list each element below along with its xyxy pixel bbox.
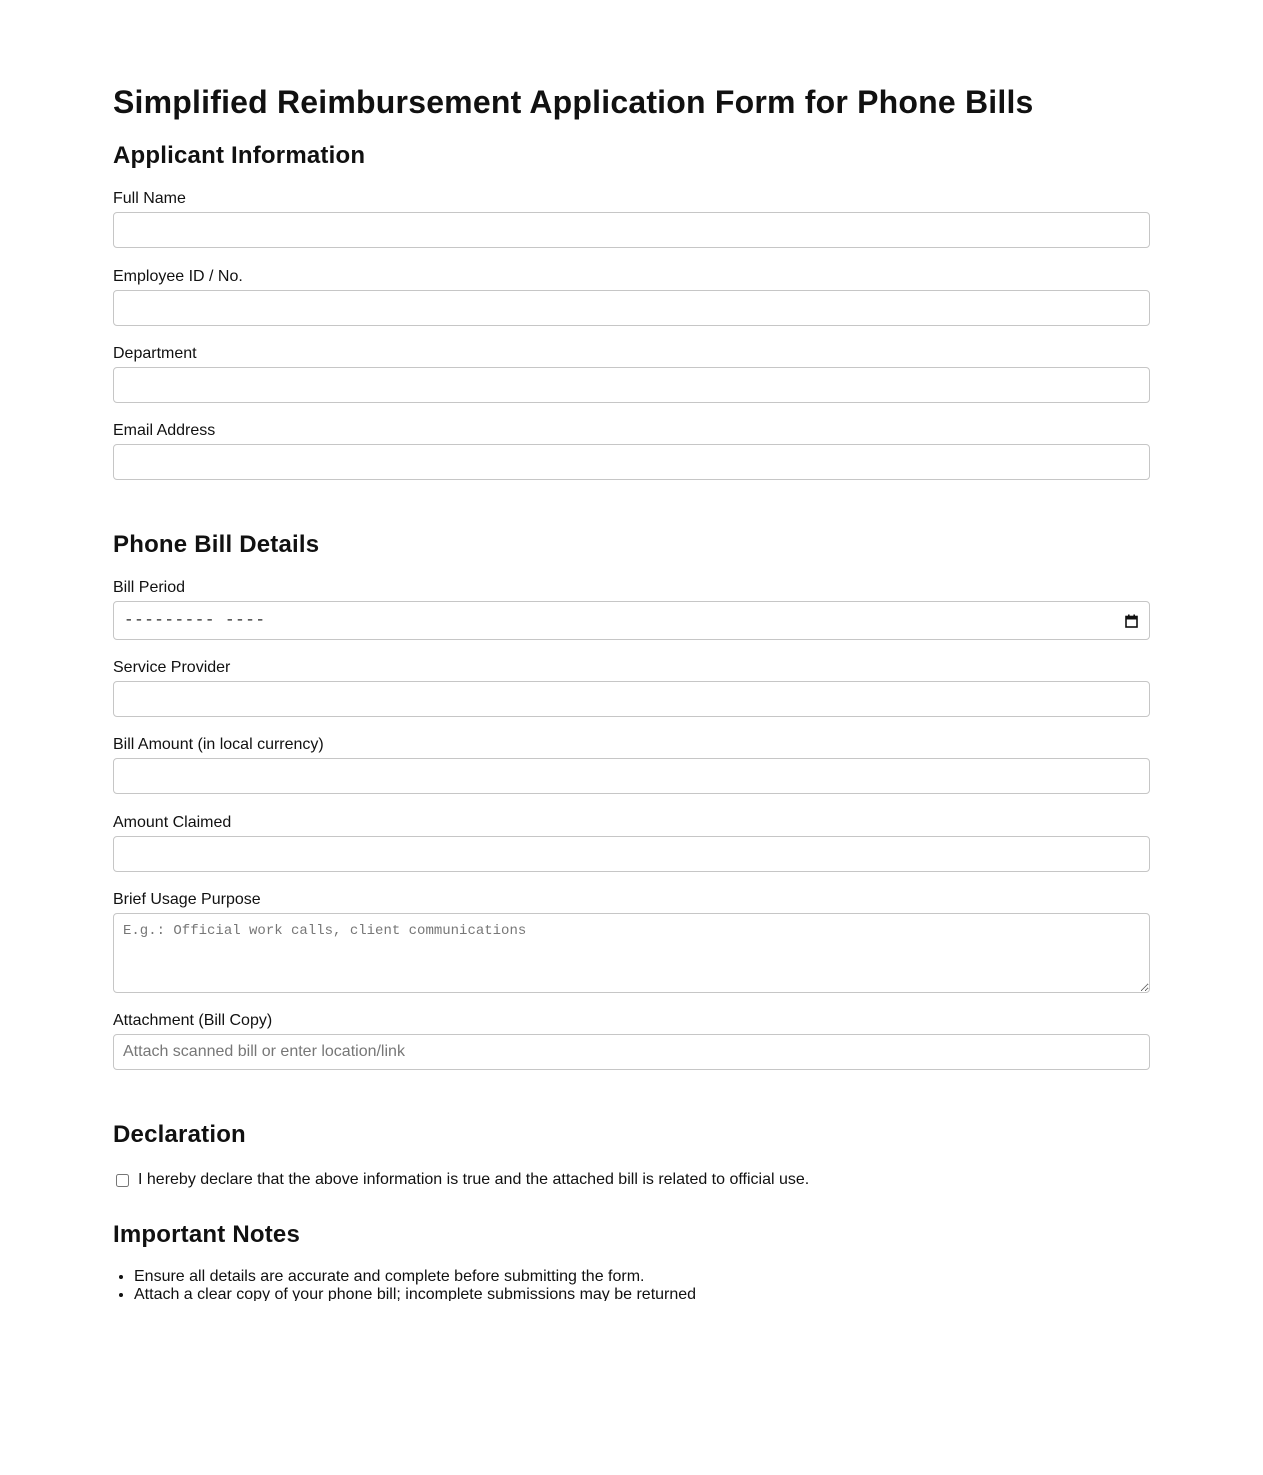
department-input[interactable] [113, 367, 1150, 403]
full-name-input[interactable] [113, 212, 1150, 248]
bill-amount-input[interactable] [113, 758, 1150, 794]
employee-id-input[interactable] [113, 290, 1150, 326]
declaration-checkbox[interactable] [116, 1174, 129, 1187]
usage-purpose-label: Brief Usage Purpose [113, 891, 261, 908]
notes-list [113, 1268, 1134, 1301]
service-provider-label: Service Provider [113, 659, 231, 676]
full-name-label: Full Name [113, 190, 186, 207]
usage-purpose-textarea[interactable] [113, 913, 1150, 993]
declaration-section-title: Declaration [113, 1121, 246, 1148]
bill-period-label: Bill Period [113, 579, 186, 596]
amount-claimed-label: Amount Claimed [113, 814, 232, 831]
attachment-label: Attachment (Bill Copy) [113, 1012, 273, 1029]
list-item: • Ensure all details are accurate and complete before submitting the form. [134, 1268, 1134, 1286]
bill-amount-label: Bill Amount (in local currency) [113, 736, 324, 753]
amount-claimed-input[interactable] [113, 836, 1150, 872]
attachment-input[interactable] [113, 1034, 1150, 1070]
bill-period-input[interactable] [113, 601, 1150, 640]
bill-period-placeholder: --------- ---- [124, 611, 266, 629]
declaration-row [116, 1170, 809, 1190]
applicant-section-title: Applicant Information [113, 142, 366, 169]
email-input[interactable] [113, 444, 1150, 480]
email-label: Email Address [113, 422, 216, 439]
service-provider-input[interactable] [113, 681, 1150, 717]
notes-section-title: Important Notes [113, 1221, 301, 1248]
form-title: Simplified Reimbursement Application Form for Phone Bills [113, 84, 1034, 120]
declaration-text: I hereby declare that the above information is true and the attached bill is related to official use. [138, 1171, 810, 1188]
list-item: • Attach a clear copy of your phone bill; incomplete submissions may be returned [134, 1286, 1134, 1301]
department-label: Department [113, 345, 197, 362]
calendar-icon[interactable] [1125, 614, 1138, 628]
employee-id-label: Employee ID / No. [113, 268, 243, 285]
bill-section-title: Phone Bill Details [113, 531, 320, 558]
